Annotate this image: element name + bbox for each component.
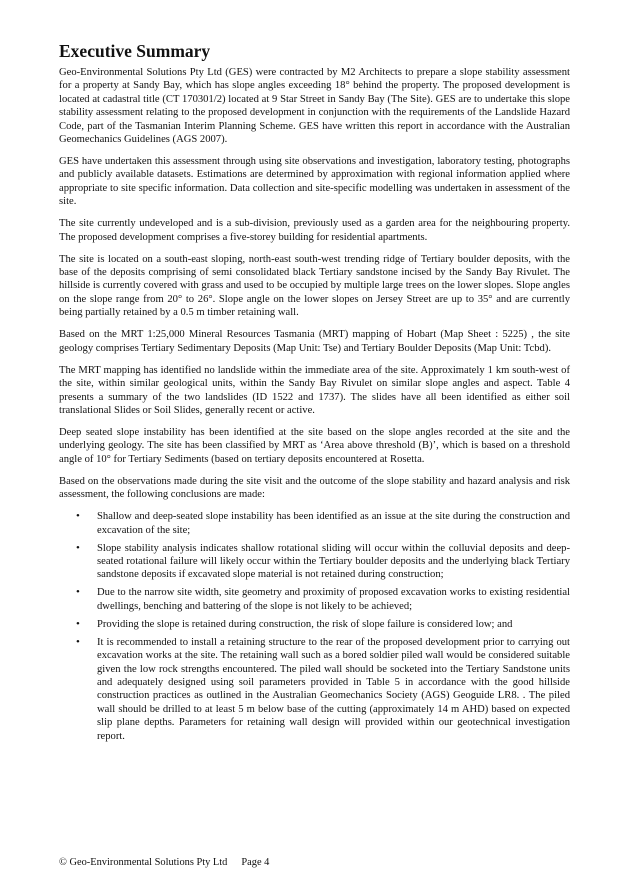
- bullet-icon: •: [76, 586, 80, 599]
- list-item-text: Shallow and deep-seated slope instability has been identified as an issue at the site during the construction and excavation of the site;: [97, 511, 570, 536]
- list-item: [59, 618, 570, 631]
- list-item: [59, 586, 570, 613]
- conclusions-list: [59, 510, 570, 743]
- paragraph-geology: Based on the MRT 1:25,000 Mineral Resources Tasmania (MRT) mapping of Hobart (Map Sheet : 5225) , the site geology comprises Tertiary Sedimentary Deposits (Map Unit: Tse) and Tertiary Boulder Deposits (Map Unit: Tcbd).: [59, 329, 570, 354]
- paragraph-site-status: The site currently undeveloped and is a sub-division, previously used as a garden area for the neighbouring property. The proposed development comprises a five-storey building for residential apartments.: [59, 218, 570, 243]
- paragraph-landslides: The MRT mapping has identified no landslide within the immediate area of the site. Approximately 1 km south-west of the site, within similar geological units, within the Sandy Bay Rivulet on similar slope angles and aspect. Table 4 presents a summary of the two landslides (ID 1522 and 1737). The slides have all been identified as either soil translational Slides or Soil Slides, generally recent or active.: [59, 364, 570, 416]
- paragraph-conclusions-intro: Based on the observations made during the site visit and the outcome of the slope stability and hazard analysis and risk assessment, the following conclusions are made:: [59, 475, 570, 501]
- list-item: [59, 636, 570, 743]
- footer-copyright: © Geo-Environmental Solutions Pty Ltd: [59, 857, 228, 868]
- bullet-icon: •: [76, 541, 80, 554]
- document-page: [59, 40, 570, 748]
- list-item-text: It is recommended to install a retaining structure to the rear of the proposed development prior to carrying out excavation works at the site. The retaining wall such as a bored soldier piled wall would be considered suitable given the low rock strengths encountered. The piled wall should be socketed into the Tertiary Sandstone units and adequately designed using soil parameters provided in Table 5 in accordance with the good hillside construction practices as outlined in the Australian Geomechanics Society (AGS) Geoguide LR8. . The piled wall should be drilled to at least 5 m below base of the cutting (approximately 14 m AHD) based on expected slip plane depths. Parameters for retaining wall design will provided within our geotechnical investigation report.: [97, 636, 570, 742]
- list-item: [59, 510, 570, 537]
- footer-page-number: Page 4: [241, 857, 270, 868]
- paragraph-site-location: The site is located on a south-east sloping, north-east south-west trending ridge of Tertiary boulder deposits, with the base of the deposits comprising of semi consolidated black Tertiary sandstone incised by the Sandy Bay Rivulet. The hillside is currently covered with grass and used to be occupied by multiple large trees on the lower slopes. Slope angles on the slope range from 20° to 26°. Slope angle on the lower slopes on Jersey Street are up to 35° and are currently being partially retained by a 0.5 m timber retaining wall.: [59, 253, 570, 319]
- paragraph-intro: Geo-Environmental Solutions Pty Ltd (GES) were contracted by M2 Architects to prepare a slope stability assessment for a property at Sandy Bay, which has slope angles exceeding 18° behind the property. The proposed development is located at cadastral title (CT 170301/2) located at 9 Star Street in Sandy Bay (The Site). GES are to undertake this slope stability assessment relating to the proposed development in conjunction with the requirements of the Landslide Hazard Code, part of the Tasmanian Interim Planning Scheme. GES have written this report in accordance with the Australian Geomechanics Guidelines (AGS 2007).: [59, 67, 570, 146]
- page-title: Executive Summary: [59, 41, 211, 61]
- list-item-text: Slope stability analysis indicates shallow rotational sliding will occur within the colluvial deposits and deep-seated rotational failure will likely occur within the Tertiary boulder deposits and the underlying black Tertiary sandstone deposits if excavated slope material is not retained during construction;: [97, 542, 570, 581]
- page-footer: [59, 857, 269, 868]
- bullet-icon: •: [76, 635, 80, 648]
- bullet-icon: •: [76, 617, 80, 630]
- paragraph-method: GES have undertaken this assessment through using site observations and investigation, laboratory testing, photographs and publicly available datasets. Estimations are determined by approximation with regional information applied where appropriate to site specific information. Data collection and site-specific modelling was undertaken in assessment of the site.: [59, 156, 570, 208]
- list-item-text: Due to the narrow site width, site geometry and proximity of proposed excavation works to existing residential dwellings, benching and battering of the slope is not likely to be achieved;: [97, 587, 570, 612]
- list-item-text: Providing the slope is retained during construction, the risk of slope failure is considered low; and: [97, 618, 513, 630]
- paragraph-instability: Deep seated slope instability has been identified at the site based on the slope angles recorded at the site and the underlying geology. The site has been classified by MRT as ‘Area above threshold (B)’, which is based on a threshold angle of 10° for Tertiary Sediments (based on tertiary deposits encountered at Rosetta.: [59, 426, 570, 465]
- list-item: [59, 542, 570, 582]
- bullet-icon: •: [76, 510, 80, 523]
